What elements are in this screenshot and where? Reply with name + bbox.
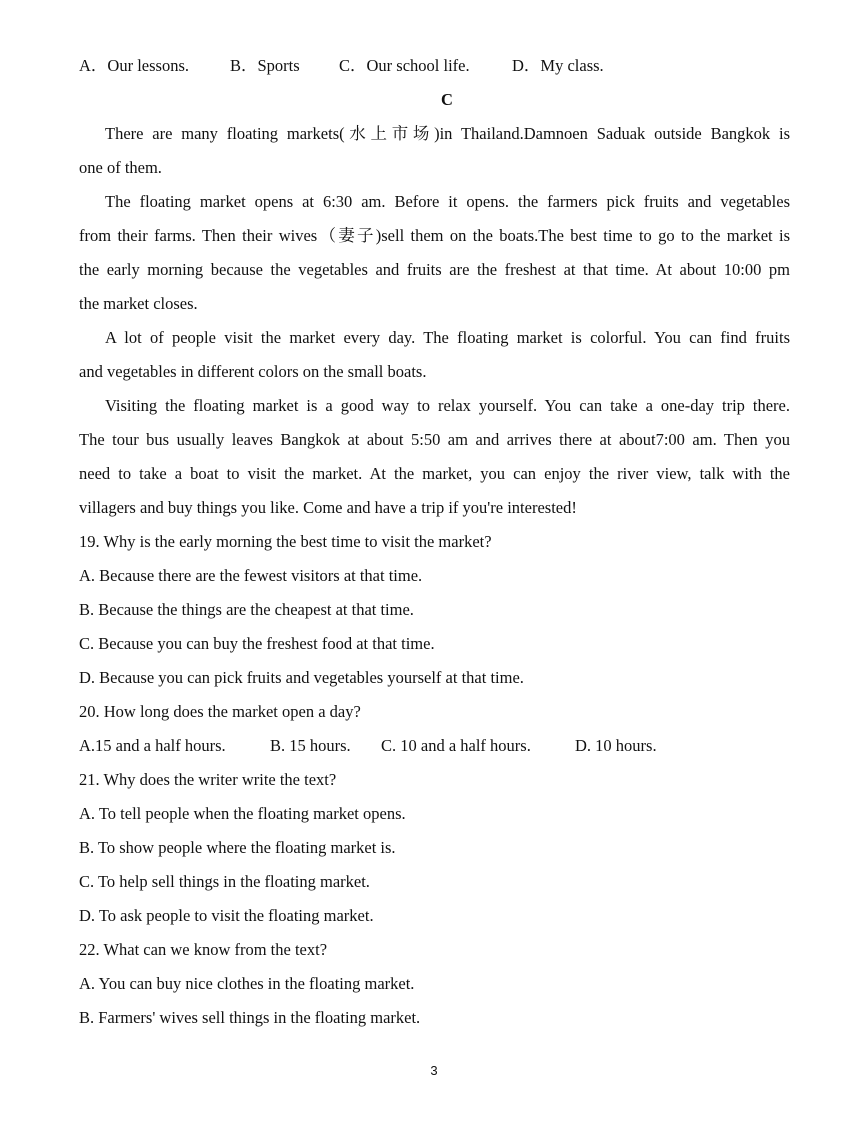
prev-option-b: B．Sports <box>230 56 300 75</box>
passage-line: from their farms. Then their wives（妻子)sell them on the boats.The best time to go to the market is <box>79 226 790 245</box>
question-20-option-a: A.15 and a half hours. <box>79 736 226 755</box>
question-21-option-a: A. To tell people when the floating market opens. <box>79 804 406 823</box>
question-20-option-b: B. 15 hours. <box>270 736 351 755</box>
passage-line: and vegetables in different colors on the small boats. <box>79 362 427 381</box>
question-22-stem: 22. What can we know from the text? <box>79 940 328 959</box>
passage-line: A lot of people visit the market every day. The floating market is colorful. You can find fruits <box>105 328 790 347</box>
question-21-option-d: D. To ask people to visit the floating market. <box>79 906 374 925</box>
passage-line: need to take a boat to visit the market. At the market, you can enjoy the river view, talk with the <box>79 464 790 483</box>
passage-line: the early morning because the vegetables and fruits are the freshest at that time. At about 10:00 pm <box>79 260 790 279</box>
question-21-option-b: B. To show people where the floating market is. <box>79 838 396 857</box>
prev-option-a: A．Our lessons. <box>79 56 189 75</box>
passage-line: the market closes. <box>79 294 198 313</box>
question-19-option-c: C. Because you can buy the freshest food at that time. <box>79 634 435 653</box>
prev-option-c: C．Our school life. <box>339 56 470 75</box>
section-title: C <box>441 90 453 109</box>
question-19-option-b: B. Because the things are the cheapest at that time. <box>79 600 414 619</box>
passage-line: The floating market opens at 6:30 am. Before it opens. the farmers pick fruits and vegetables <box>105 192 790 211</box>
question-19-option-d: D. Because you can pick fruits and vegetables yourself at that time. <box>79 668 524 687</box>
passage-line: one of them. <box>79 158 162 177</box>
page-number: 3 <box>430 1063 438 1078</box>
prev-option-d: D．My class. <box>512 56 604 75</box>
passage-line: villagers and buy things you like. Come and have a trip if you're interested! <box>79 498 577 517</box>
passage-line: Visiting the floating market is a good way to relax yourself. You can take a one-day trip there. <box>105 396 790 415</box>
passage-line: There are many floating markets(水上市场)in Thailand.Damnoen Saduak outside Bangkok is <box>105 124 790 143</box>
question-22-option-a: A. You can buy nice clothes in the floating market. <box>79 974 415 993</box>
question-20-option-d: D. 10 hours. <box>575 736 657 755</box>
question-22-option-b: B. Farmers' wives sell things in the floating market. <box>79 1008 421 1027</box>
question-19-stem: 19. Why is the early morning the best time to visit the market? <box>79 532 492 551</box>
passage-line: The tour bus usually leaves Bangkok at about 5:50 am and arrives there at about7:00 am. Then you <box>79 430 790 449</box>
question-21-stem: 21. Why does the writer write the text? <box>79 770 337 789</box>
question-20-option-c: C. 10 and a half hours. <box>381 736 531 755</box>
question-20-stem: 20. How long does the market open a day? <box>79 702 361 721</box>
question-21-option-c: C. To help sell things in the floating market. <box>79 872 370 891</box>
question-19-option-a: A. Because there are the fewest visitors at that time. <box>79 566 423 585</box>
